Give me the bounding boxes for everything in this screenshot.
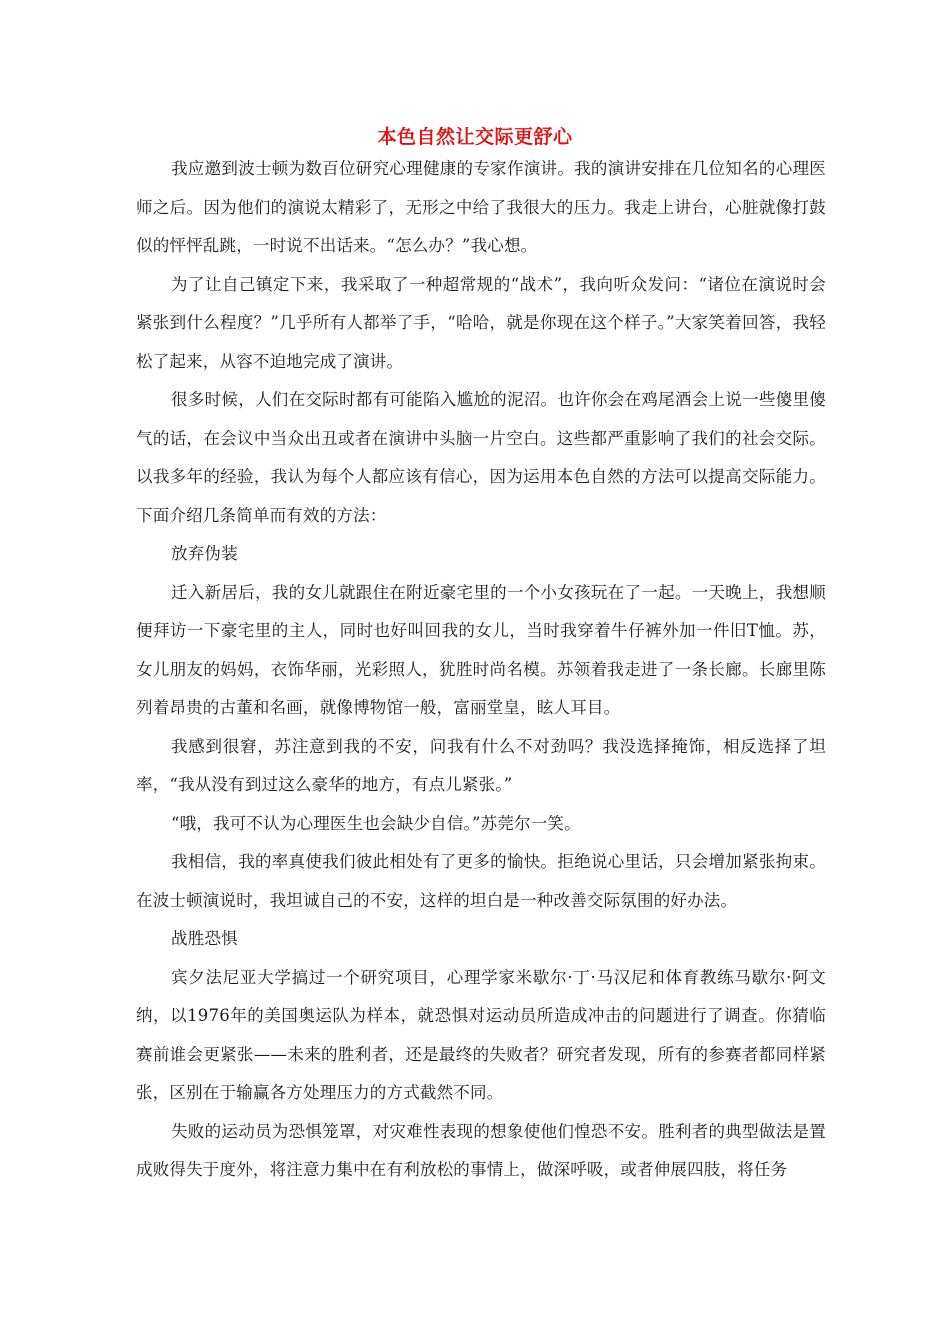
paragraph: 我应邀到波士顿为数百位研究心理健康的专家作演讲。我的演讲安排在几位知名的心理医师之后。因为他们的演说太精彩了，无形之中给了我很大的压力。我走上讲台，心脏就像打鼓似的怦怦乱跳，一时说不出话来。“怎么办？”我心想。 <box>136 159 826 255</box>
paragraph: 宾夕法尼亚大学搞过一个研究项目，心理学家米歇尔·丁·马汉尼和体育教练马歇尔·阿文纳，以1976年的美国奥运队为样本，就恐惧对运动员所造成冲击的问题进行了调查。你猜临赛前谁会更紧张——未来的胜利者，还是最终的失败者？研究者发现，所有的参赛者都同样紧张，区别在于输赢各方处理压力的方式截然不同。 <box>136 967 826 1102</box>
document-title: 本色自然让交际更舒心 <box>377 126 573 148</box>
paragraph: 我感到很窘，苏注意到我的不安，问我有什么不对劲吗？我没选择掩饰，相反选择了坦率，“我从没有到过这么豪华的地方，有点儿紧张。” <box>136 736 826 794</box>
paragraph: 我相信，我的率真使我们彼此相处有了更多的愉快。拒绝说心里话，只会增加紧张拘束。在波士顿演说时，我坦诚自己的不安，这样的坦白是一种改善交际氛围的好办法。 <box>136 852 826 910</box>
section-heading: 放弃伪装 <box>171 544 238 563</box>
paragraph: 失败的运动员为恐惧笼罩，对灾难性表现的想象使他们惶恐不安。胜利者的典型做法是置成败得失于度外，将注意力集中在有利放松的事情上，做深呼吸，或者伸展四肢，将任务 <box>136 1121 826 1179</box>
section-heading: 战胜恐惧 <box>171 929 238 948</box>
paragraph: 迁入新居后，我的女儿就跟住在附近豪宅里的一个小女孩玩在了一起。一天晚上，我想顺便拜访一下豪宅里的主人，同时也好叫回我的女儿，当时我穿着牛仔裤外加一件旧T恤。苏，女儿朋友的妈妈，衣饰华丽，光彩照人，犹胜时尚名模。苏领着我走进了一条长廊。长廊里陈列着昂贵的古董和名画，就像博物馆一般，富丽堂皇，眩人耳目。 <box>136 582 826 717</box>
document-body <box>136 150 826 1190</box>
paragraph: 为了让自己镇定下来，我采取了一种超常规的“战术”，我向听众发问：“诸位在演说时会紧张到什么程度？”几乎所有人都举了手，“哈哈，就是你现在这个样子。”大家笑着回答，我轻松了起来，从容不迫地完成了演讲。 <box>136 274 826 371</box>
paragraph: “哦，我可不认为心理医生也会缺少自信。”苏莞尔一笑。 <box>171 813 581 833</box>
paragraph: 很多时候，人们在交际时都有可能陷入尴尬的泥沼。也许你会在鸡尾酒会上说一些傻里傻气的话，在会议中当众出丑或者在演讲中头脑一片空白。这些都严重影响了我们的社会交际。以我多年的经验，我认为每个人都应该有信心，因为运用本色自然的方法可以提高交际能力。下面介绍几条简单而有效的方法： <box>136 390 826 525</box>
